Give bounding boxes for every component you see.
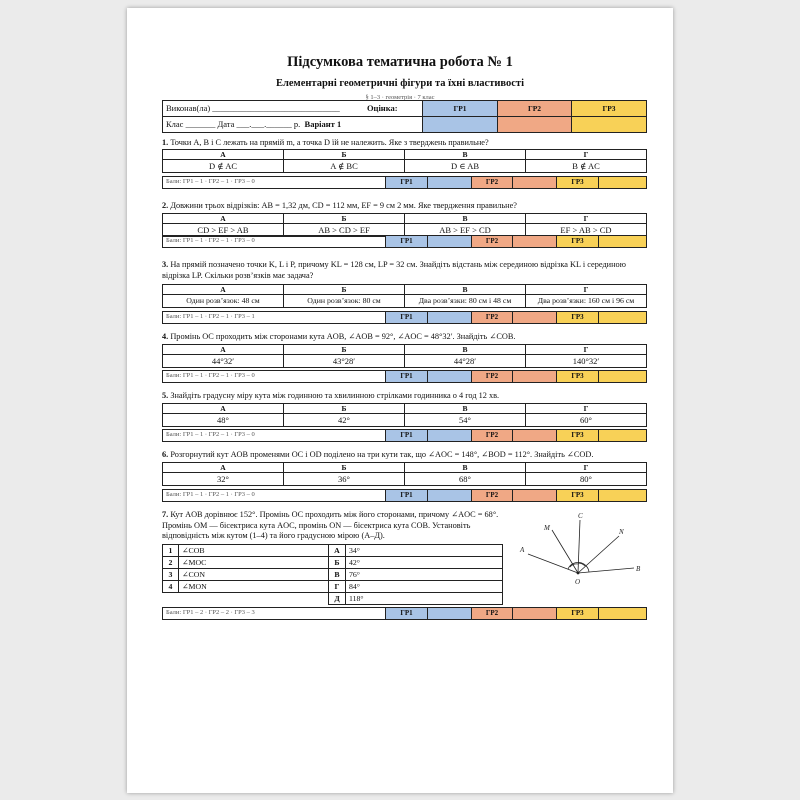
answer-option[interactable]: 140°32′ bbox=[526, 355, 647, 368]
ray-OB bbox=[578, 568, 634, 573]
match-letter: Б bbox=[329, 557, 346, 569]
answers-table-5 bbox=[162, 403, 647, 427]
match-number: 4 bbox=[163, 581, 179, 593]
gr2-label: ГР2 bbox=[472, 430, 513, 442]
match-angle: ∠COB bbox=[179, 545, 329, 557]
score-row-6 bbox=[162, 489, 647, 502]
match-angle: ∠CON bbox=[179, 569, 329, 581]
option-letter: Б bbox=[284, 285, 405, 295]
match-letter: Д bbox=[329, 593, 346, 605]
gr2-score-box[interactable] bbox=[513, 490, 557, 502]
gr3-label: ГР3 bbox=[557, 490, 599, 502]
gr3-score-box[interactable] bbox=[599, 312, 647, 324]
points-text: Бали: ГР1 – 2 · ГР2 – 2 · ГР3 – 3 bbox=[163, 608, 386, 620]
option-letter: В bbox=[405, 150, 526, 160]
question-1: 1. Точки A, B і C лежать на прямій m, а точка D їй не належить. Яке з тверджень правильне? bbox=[162, 138, 489, 147]
points-text: Бали: ГР1 – 1 · ГР2 – 1 · ГР3 – 0 bbox=[163, 177, 386, 189]
gr3-label: ГР3 bbox=[557, 608, 599, 620]
angle-figure bbox=[515, 508, 650, 608]
label-A: A bbox=[520, 546, 525, 554]
question-text: Промінь OC проходить між сторонами кута AOB, ∠AOB = 92°, ∠AOC = 48°32′. Знайдіть ∠COB. bbox=[170, 332, 516, 341]
match-letter: Г bbox=[329, 581, 346, 593]
question-text: Точки A, B і C лежать на прямій m, а точка D їй не належить. Яке з тверджень правильне? bbox=[170, 138, 489, 147]
gr1-label: ГР1 bbox=[386, 371, 428, 383]
answers-table-4 bbox=[162, 344, 647, 368]
score-row-7 bbox=[162, 607, 647, 620]
gr2-label: ГР2 bbox=[472, 177, 513, 189]
gr1-score-box[interactable] bbox=[428, 312, 472, 324]
page-subtitle: Елементарні геометричні фігури та їхні властивості bbox=[276, 78, 524, 89]
option-letter: Б bbox=[284, 404, 405, 414]
student-name-line[interactable]: Виконав(ла) ______________________________ bbox=[163, 101, 343, 117]
option-letter: Г bbox=[526, 150, 647, 160]
score-row-2 bbox=[162, 235, 647, 248]
gr1-label: ГР1 bbox=[386, 312, 428, 324]
answer-option[interactable]: 36° bbox=[284, 473, 405, 486]
gr1-label: ГР1 bbox=[386, 490, 428, 502]
gr2-score-box[interactable] bbox=[513, 177, 557, 189]
answer-option[interactable]: Один розв’язок: 48 см bbox=[163, 295, 284, 308]
gr1-score-box[interactable] bbox=[428, 177, 472, 189]
answer-option[interactable]: 48° bbox=[163, 414, 284, 427]
question-3: 3. На прямій позначено точки K, L і P, причому KL = 128 см, LP = 32 см. Знайдіть відстань між серединою відрізка KL і серединою відрізка LP. Скільки розв’язків має задача? bbox=[162, 260, 626, 280]
answer-option[interactable]: EF > AB > CD bbox=[526, 224, 647, 237]
option-letter: А bbox=[163, 150, 284, 160]
gr3-label: ГР3 bbox=[557, 371, 599, 383]
gr3-grade-box[interactable] bbox=[572, 117, 647, 133]
answer-option[interactable]: 42° bbox=[284, 414, 405, 427]
answer-option[interactable]: 44°32′ bbox=[163, 355, 284, 368]
option-letter: Б bbox=[284, 463, 405, 473]
answer-option[interactable]: AB > CD > EF bbox=[284, 224, 405, 237]
option-letter: Г bbox=[526, 345, 647, 355]
variant-label: Варіант 1 bbox=[304, 119, 342, 130]
question-2: 2. Довжини трьох відрізків: AB = 1,32 дм, CD = 112 мм, EF = 9 см 2 мм. Яке твердження правильне? bbox=[162, 201, 517, 210]
question-text: Розгорнутий кут AOB променями OC і OD поділено на три кути так, що ∠AOC = 148°, ∠BOD = 112°. Знайдіть ∠COD. bbox=[170, 450, 594, 459]
gr1-label: ГР1 bbox=[386, 177, 428, 189]
gr2-score-box[interactable] bbox=[513, 236, 557, 248]
option-letter: А bbox=[163, 214, 284, 224]
gr3-score-box[interactable] bbox=[599, 236, 647, 248]
gr3-label: ГР3 bbox=[557, 430, 599, 442]
answer-option[interactable]: 32° bbox=[163, 473, 284, 486]
gr3-header: ГР3 bbox=[572, 101, 647, 117]
option-letter: В bbox=[405, 345, 526, 355]
answers-table-6 bbox=[162, 462, 647, 486]
option-letter: В bbox=[405, 404, 526, 414]
points-text: Бали: ГР1 – 1 · ГР2 – 1 · ГР3 – 0 bbox=[163, 430, 386, 442]
match-value[interactable]: 34° bbox=[346, 545, 503, 557]
answer-option[interactable]: 60° bbox=[526, 414, 647, 427]
ray-OC bbox=[578, 520, 580, 573]
gr2-label: ГР2 bbox=[472, 490, 513, 502]
option-letter: В bbox=[405, 285, 526, 295]
score-row-1 bbox=[162, 176, 647, 189]
answer-option[interactable]: 44°28′ bbox=[405, 355, 526, 368]
label-M: M bbox=[544, 524, 550, 532]
option-letter: Г bbox=[526, 463, 647, 473]
answer-option[interactable]: AB > EF > CD bbox=[405, 224, 526, 237]
option-letter: А bbox=[163, 404, 284, 414]
page-title: Підсумкова тематична робота № 1 bbox=[287, 54, 513, 70]
matching-table bbox=[162, 544, 503, 605]
answer-option[interactable]: Два розв’язки: 80 см і 48 см bbox=[405, 295, 526, 308]
option-letter: Б bbox=[284, 150, 405, 160]
match-letter: А bbox=[329, 545, 346, 557]
answer-option[interactable]: D ∉ AC bbox=[163, 160, 284, 173]
option-letter: Г bbox=[526, 404, 647, 414]
match-letter: В bbox=[329, 569, 346, 581]
option-letter: Б bbox=[284, 345, 405, 355]
option-letter: В bbox=[405, 214, 526, 224]
class-date-line: Клас _______ Дата ___.___.______ р. bbox=[166, 119, 301, 130]
answers-table-2 bbox=[162, 213, 647, 237]
match-angle: ∠MON bbox=[179, 581, 329, 593]
question-text: Кут AOB дорівнює 152°. Промінь OC проходить між його сторонами, причому ∠AOC = 68°. Промінь OM — бісектриса кута AOC, промінь ON — бісектриса кута COB. Установіть відповідність між кутом (1–4) та його градусною мірою (А–Д). bbox=[162, 510, 499, 540]
gr3-score-box[interactable] bbox=[599, 490, 647, 502]
score-row-4 bbox=[162, 370, 647, 383]
gr1-score-box[interactable] bbox=[428, 371, 472, 383]
question-7: 7. Кут AOB дорівнює 152°. Промінь OC проходить між його сторонами, причому ∠AOC = 68°. Промінь OM — бісектриса кута AOC, промінь ON — бісектриса кута COB. Установіть відповідність між кутом (1–4) та його градусною мірою (А–Д). bbox=[162, 510, 499, 540]
gr2-label: ГР2 bbox=[472, 236, 513, 248]
answer-option[interactable]: D ∈ AB bbox=[405, 160, 526, 173]
answer-option[interactable]: 68° bbox=[405, 473, 526, 486]
gr3-score-box[interactable] bbox=[599, 608, 647, 620]
class-date-cell[interactable] bbox=[163, 117, 423, 133]
match-angle: ∠MOC bbox=[179, 557, 329, 569]
option-letter: В bbox=[405, 463, 526, 473]
gr3-label: ГР3 bbox=[557, 312, 599, 324]
question-4: 4. Промінь OC проходить між сторонами кута AOB, ∠AOB = 92°, ∠AOC = 48°32′. Знайдіть ∠COB. bbox=[162, 332, 516, 341]
gr1-label: ГР1 bbox=[386, 430, 428, 442]
gr3-score-box[interactable] bbox=[599, 371, 647, 383]
answer-option[interactable]: B ∉ AC bbox=[526, 160, 647, 173]
score-row-5 bbox=[162, 429, 647, 442]
gr1-grade-box[interactable] bbox=[423, 117, 498, 133]
option-letter: Б bbox=[284, 214, 405, 224]
gr1-score-box[interactable] bbox=[428, 430, 472, 442]
worksheet-page bbox=[127, 8, 673, 793]
match-value[interactable]: 118° bbox=[346, 593, 503, 605]
match-number: 3 bbox=[163, 569, 179, 581]
gr2-label: ГР2 bbox=[472, 312, 513, 324]
gr2-label: ГР2 bbox=[472, 371, 513, 383]
gr2-score-box[interactable] bbox=[513, 371, 557, 383]
gr3-score-box[interactable] bbox=[599, 430, 647, 442]
option-letter: Г bbox=[526, 214, 647, 224]
match-value[interactable]: 84° bbox=[346, 581, 503, 593]
score-row-3 bbox=[162, 311, 647, 324]
match-value[interactable]: 42° bbox=[346, 557, 503, 569]
ray-OM bbox=[552, 530, 578, 573]
match-number: 1 bbox=[163, 545, 179, 557]
answer-option[interactable]: A ∉ BC bbox=[284, 160, 405, 173]
points-text: Бали: ГР1 – 1 · ГР2 – 1 · ГР3 – 0 bbox=[163, 490, 386, 502]
header-table bbox=[162, 100, 647, 133]
points-text: Бали: ГР1 – 1 · ГР2 – 1 · ГР3 – 0 bbox=[163, 236, 386, 248]
gr1-header: ГР1 bbox=[423, 101, 498, 117]
question-text: Знайдіть градусну міру кута між годинною та хвилинною стрілками годинника о 4 год 12 хв. bbox=[170, 391, 500, 400]
gr1-label: ГР1 bbox=[386, 608, 428, 620]
points-text: Бали: ГР1 – 1 · ГР2 – 1 · ГР3 – 0 bbox=[163, 371, 386, 383]
answer-option[interactable]: CD > EF > AB bbox=[163, 224, 284, 237]
gr3-score-box[interactable] bbox=[599, 177, 647, 189]
question-text: На прямій позначено точки K, L і P, причому KL = 128 см, LP = 32 см. Знайдіть відстань між серединою відрізка KL і серединою відрізка LP. Скільки розв’язків має задача? bbox=[162, 260, 626, 280]
option-letter: А bbox=[163, 285, 284, 295]
gr3-label: ГР3 bbox=[557, 236, 599, 248]
gr2-score-box[interactable] bbox=[513, 430, 557, 442]
gr2-label: ГР2 bbox=[472, 608, 513, 620]
gr2-header: ГР2 bbox=[498, 101, 572, 117]
gr2-score-box[interactable] bbox=[513, 608, 557, 620]
ray-ON bbox=[578, 536, 619, 573]
option-letter: Г bbox=[526, 285, 647, 295]
ray-OA bbox=[528, 554, 578, 573]
gr2-grade-box[interactable] bbox=[498, 117, 572, 133]
answer-option[interactable]: 54° bbox=[405, 414, 526, 427]
match-value[interactable]: 76° bbox=[346, 569, 503, 581]
gr3-label: ГР3 bbox=[557, 177, 599, 189]
question-text: Довжини трьох відрізків: AB = 1,32 дм, CD = 112 мм, EF = 9 см 2 мм. Яке твердження правильне? bbox=[170, 201, 517, 210]
gr1-score-box[interactable] bbox=[428, 236, 472, 248]
points-text: Бали: ГР1 – 1 · ГР2 – 1 · ГР3 – 1 bbox=[163, 312, 386, 324]
option-letter: А bbox=[163, 463, 284, 473]
gr1-score-box[interactable] bbox=[428, 490, 472, 502]
gr2-score-box[interactable] bbox=[513, 312, 557, 324]
gr1-label: ГР1 bbox=[386, 236, 428, 248]
answer-option[interactable]: 43°28′ bbox=[284, 355, 405, 368]
answers-table-3 bbox=[162, 284, 647, 308]
answer-option[interactable]: Два розв’язки: 160 см і 96 см bbox=[526, 295, 647, 308]
label-O: O bbox=[575, 578, 581, 586]
match-number: 2 bbox=[163, 557, 179, 569]
label-N: N bbox=[619, 528, 624, 536]
section-line: § 1–3 · геометрія · 7 клас bbox=[365, 94, 435, 101]
gr1-score-box[interactable] bbox=[428, 608, 472, 620]
grade-label: Оцінка: bbox=[343, 101, 423, 117]
answers-table-1 bbox=[162, 149, 647, 173]
question-6: 6. Розгорнутий кут AOB променями OC і OD поділено на три кути так, що ∠AOC = 148°, ∠BOD = 112°. Знайдіть ∠COD. bbox=[162, 450, 594, 459]
question-5: 5. Знайдіть градусну міру кута між годинною та хвилинною стрілками годинника о 4 год 12 хв. bbox=[162, 391, 500, 400]
vertex-point bbox=[577, 572, 580, 575]
label-C: C bbox=[578, 512, 583, 520]
answer-option[interactable]: Один розв’язок: 80 см bbox=[284, 295, 405, 308]
answer-option[interactable]: 80° bbox=[526, 473, 647, 486]
option-letter: А bbox=[163, 345, 284, 355]
label-B: B bbox=[636, 565, 641, 573]
